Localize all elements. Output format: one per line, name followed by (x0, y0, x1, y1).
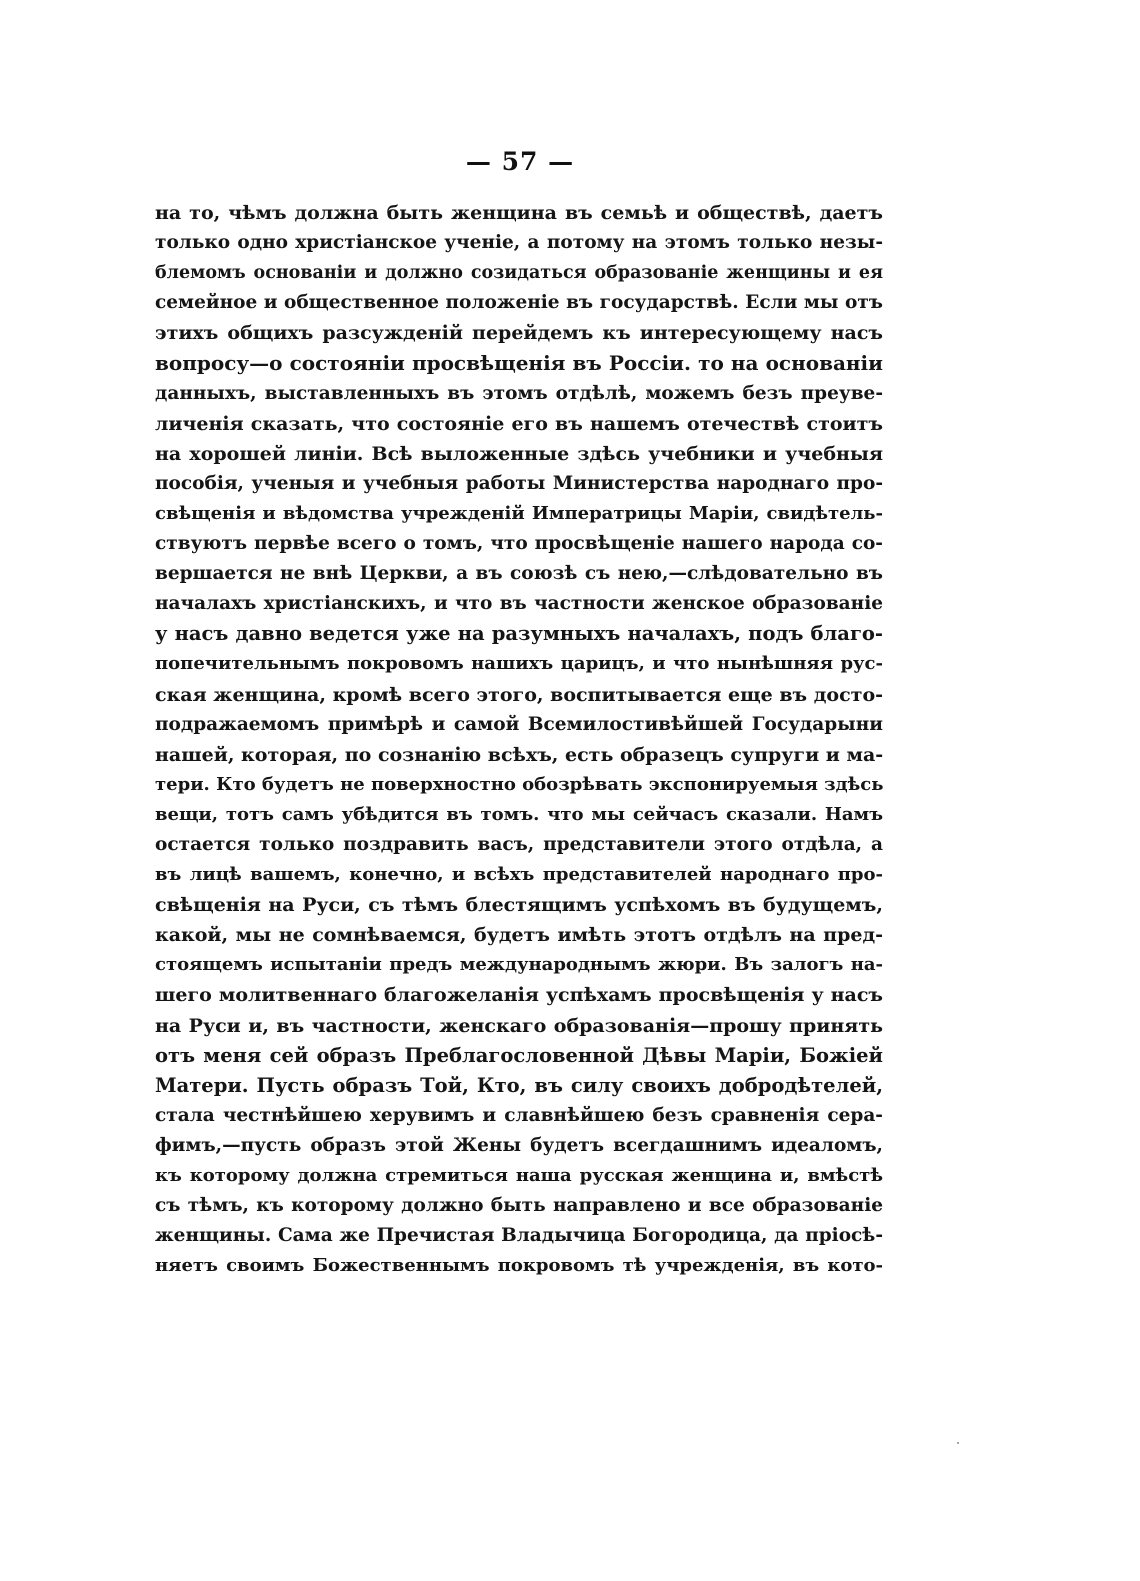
text-line: пособія, ученыя и учебныя работы Министерства народнаго про- (155, 472, 883, 494)
text-line: шего молитвеннаго благожеланія успѣхамъ просвѣщенія у насъ (155, 984, 883, 1007)
text-line: отъ меня сей образъ Преблагословенной Дѣвы Маріи, Божіей (155, 1043, 883, 1067)
text-line: стала честнѣйшею херувимъ и славнѣйшею безъ сравненія сера- (155, 1104, 883, 1126)
text-line: личенія сказать, что состояніе его въ нашемъ отечествѣ стоитъ (155, 412, 883, 435)
text-line: попечительнымъ покровомъ нашихъ царицъ, и что нынѣшняя рус- (155, 653, 883, 675)
text-line: на хорошей линіи. Всѣ выложенные здѣсь учебники и учебныя (155, 442, 883, 465)
text-line: началахъ христіанскихъ, и что въ частности женское образованіе (155, 593, 883, 615)
text-line: тери. Кто будетъ не поверхностно обозрѣвать экспонируемыя здѣсь (155, 773, 883, 795)
text-line: вершается не внѣ Церкви, а въ союзѣ съ нею,—слѣдовательно въ (155, 563, 883, 585)
text-line: какой, мы не сомнѣваемся, будетъ имѣть этотъ отдѣлъ на пред- (155, 924, 883, 947)
page-number: — 57 — (465, 147, 575, 176)
text-line: нашей, которая, по сознанію всѣхъ, есть образецъ супруги и ма- (155, 743, 883, 766)
text-line: фимъ,—пусть образъ этой Жены будетъ всегдашнимъ идеаломъ, (155, 1134, 883, 1156)
print-speck (957, 1442, 959, 1444)
text-line: блемомъ основаніи и должно созидаться образованіе женщины и ея (155, 263, 883, 284)
text-line: ская женщина, кромѣ всего этого, воспитывается еще въ досто- (155, 683, 883, 706)
text-line: къ которому должна стремиться наша русская женщина и, вмѣстѣ (155, 1165, 883, 1186)
text-line: только одно христіанское ученіе, а потому на этомъ только незы- (155, 232, 883, 254)
text-line: женщины. Сама же Пречистая Владычица Богородица, да пріосѣ- (155, 1225, 883, 1247)
text-line: этихъ общихъ разсужденій перейдемъ къ интересующему насъ (155, 322, 883, 345)
text-line: у насъ давно ведется уже на разумныхъ началахъ, подъ благо- (155, 622, 883, 646)
text-line: вещи, тотъ самъ убѣдится въ томъ. что мы сейчасъ сказали. Намъ (155, 803, 883, 825)
text-line: въ лицѣ вашемъ, конечно, и всѣхъ представителей народнаго про- (155, 864, 883, 886)
text-line: подражаемомъ примѣрѣ и самой Всемилостивѣйшей Государыни (155, 713, 883, 735)
text-line: вопросу—о состояніи просвѣщенія въ Россіи. то на основаніи (155, 351, 883, 376)
text-line: ствуютъ первѣе всего о томъ, что просвѣщеніе нашего народа со- (155, 533, 883, 555)
body-text (155, 198, 883, 1281)
text-line: Матери. Пусть образъ Той, Кто, въ силу своихъ добродѣтелей, (155, 1073, 883, 1097)
text-line: съ тѣмъ, къ которому должно быть направлено и все образованіе (155, 1195, 883, 1217)
text-line: на Руси и, въ частности, женскаго образованія—прошу принять (155, 1014, 883, 1037)
text-line: стоящемъ испытаніи предъ международнымъ жюри. Въ залогъ на- (155, 954, 883, 976)
text-line: няетъ своимъ Божественнымъ покровомъ тѣ учрежденія, въ кото- (155, 1255, 883, 1277)
text-line: свѣщенія на Руси, съ тѣмъ блестящимъ успѣхомъ въ будущемъ, (155, 894, 883, 917)
text-line: семейное и общественное положеніе въ государствѣ. Если мы отъ (155, 292, 883, 314)
text-line: на то, чѣмъ должна быть женщина въ семьѣ и обществѣ, даетъ (155, 202, 883, 224)
text-line: свѣщенія и вѣдомства учрежденій Императрицы Маріи, свидѣтель- (155, 502, 883, 524)
text-line: остается только поздравить васъ, представители этого отдѣла, а (155, 833, 883, 855)
text-line: данныхъ, выставленныхъ въ этомъ отдѣлѣ, можемъ безъ преуве- (155, 382, 883, 404)
